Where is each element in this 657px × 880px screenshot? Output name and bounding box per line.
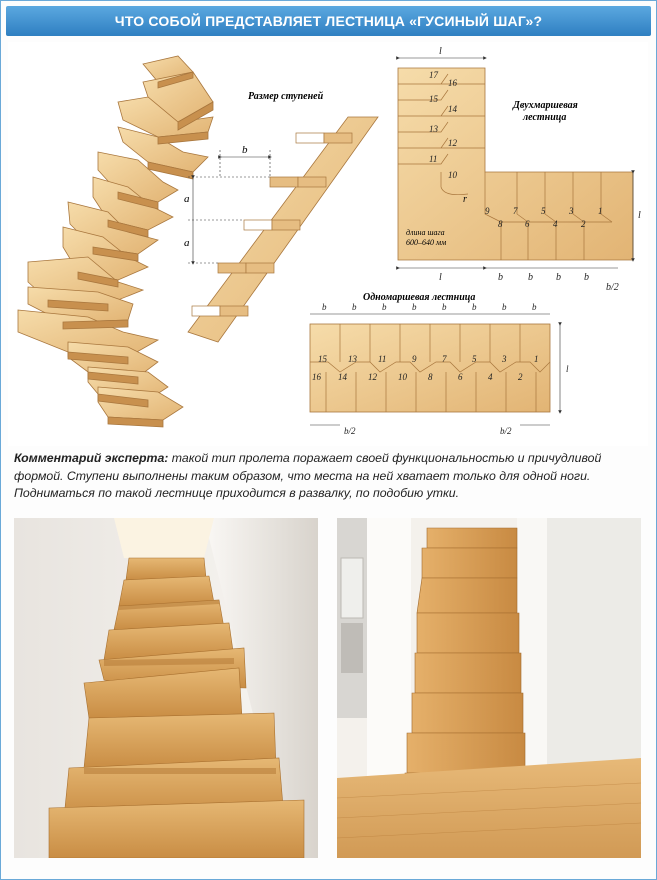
diagram-panel [8,42,648,446]
dim-a-label-2: a [184,237,190,249]
dim-half-b-top: b/2 [606,282,619,293]
sf-step-8: 8 [428,372,433,382]
expert-comment-label: Комментарий эксперта: [14,451,169,465]
two-flight-label-2: лестница [523,112,567,123]
dim-l-top: l [439,46,442,57]
sf-dim-b-6: b [472,302,477,312]
page-title: ЧТО СОБОЙ ПРЕДСТАВЛЯЕТ ЛЕСТНИЦА «ГУСИНЫЙ ШАГ»? [114,13,543,29]
step-11: 11 [429,154,438,164]
sf-step-6: 6 [458,372,463,382]
sf-dim-b-3: b [382,302,387,312]
step-8: 8 [498,219,503,229]
dim-l-right: l [638,210,641,221]
sf-step-15: 15 [318,354,327,364]
stair-diagram [8,42,648,446]
sf-step-5: 5 [472,354,477,364]
sf-dim-b-5: b [442,302,447,312]
dim-b-label: b [242,144,248,156]
step-7: 7 [513,206,518,216]
dim-b-2: b [528,272,533,283]
step-16: 16 [448,78,457,88]
step-size-diagram [184,91,378,342]
dim-a-label-1: a [184,193,190,205]
sf-dim-b-2: b [352,302,357,312]
step-size-label: Размер ступеней [248,91,324,102]
sf-step-13: 13 [348,354,357,364]
step-length-label-2: 600–640 мм [406,238,447,247]
sf-dim-b-8: b [532,302,537,312]
title-bar [6,6,651,36]
dim-b-4: b [584,272,589,283]
radius-label: r [463,194,467,205]
photo-staircase-front [14,518,318,858]
expert-comment [8,450,648,512]
step-5: 5 [541,206,546,216]
step-1: 1 [598,206,603,216]
photo-staircase-side [337,518,641,858]
single-flight-label: Одномаршевая лестница [363,292,476,303]
step-14: 14 [448,104,457,114]
sf-step-2: 2 [518,372,523,382]
sf-dim-l: l [566,364,569,374]
expert-comment-text: такой тип пролета поражает своей функциональностью и причудливой формой. Ступени выполнены таким образом, что места на ней хватает только для одной ноги. Подниматься по такой лестнице приходится в развалку, по подобию утки. [14,451,602,500]
step-9: 9 [485,206,490,216]
step-15: 15 [429,94,438,104]
single-flight-plan [310,292,569,436]
two-flight-label-1: Двухмаршевая [513,100,578,111]
step-17: 17 [429,70,438,80]
sf-step-1: 1 [534,354,539,364]
two-flight-plan [398,46,641,293]
sf-step-12: 12 [368,372,377,382]
dim-b-3: b [556,272,561,283]
sf-dim-b-7: b [502,302,507,312]
step-3: 3 [569,206,574,216]
sf-step-10: 10 [398,372,407,382]
step-2: 2 [581,219,586,229]
sf-step-16: 16 [312,372,321,382]
step-length-label-1: длина шага [406,228,445,237]
sf-step-4: 4 [488,372,493,382]
sf-step-14: 14 [338,372,347,382]
sf-step-3: 3 [502,354,507,364]
sf-step-11: 11 [378,354,387,364]
step-6: 6 [525,219,530,229]
step-13: 13 [429,124,438,134]
step-10: 10 [448,170,457,180]
dim-b-1: b [498,272,503,283]
step-4: 4 [553,219,558,229]
step-12: 12 [448,138,457,148]
sf-step-7: 7 [442,354,447,364]
sf-dim-half-b-left: b/2 [344,426,356,436]
sf-dim-half-b-right: b/2 [500,426,512,436]
sf-dim-b-1: b [322,302,327,312]
sf-step-9: 9 [412,354,417,364]
dim-l-bottom: l [439,272,442,283]
sf-dim-b-4: b [412,302,417,312]
